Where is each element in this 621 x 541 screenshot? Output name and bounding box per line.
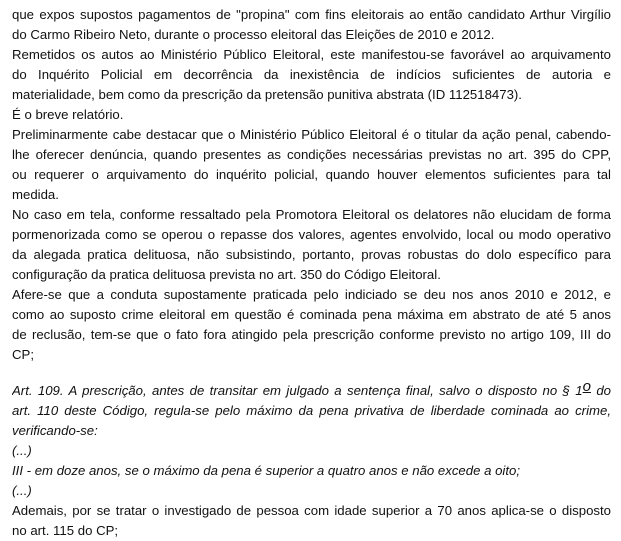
paragraph-intro xyxy=(12,5,611,45)
quote-text: Art. 109. A prescrição, antes de transitar em julgado a sentença final, salvo o disposto no § 1 xyxy=(12,383,583,398)
text-line: lhe oferecer denúncia, quando presentes as condições necessárias previstas no art. 395 do CPP, xyxy=(12,147,611,162)
text-line: Ademais, por se tratar o investigado de pessoa com idade superior a 70 anos aplica-se o disposto xyxy=(12,503,611,518)
text-line: medida. xyxy=(12,187,59,202)
paragraph-relatorio xyxy=(12,105,611,125)
text-line: Afere-se que a conduta supostamente praticada pelo indiciado se deu nos anos 2010 e 2012, e xyxy=(12,287,611,302)
legal-quote xyxy=(12,381,611,501)
superscript-ordinal: o xyxy=(582,381,591,395)
quote-line xyxy=(12,381,611,401)
paragraph-remetidos xyxy=(12,45,611,105)
text-line: materialidade, bem como da prescrição da pretensão punitiva abstrata (ID 112518473). xyxy=(12,87,522,102)
quote-ellipsis: (...) xyxy=(12,483,32,498)
paragraph-gap xyxy=(12,365,611,381)
text-line: CP; xyxy=(12,347,34,362)
quote-line: III - em doze anos, se o máximo da pena é superior a quatro anos e não excede a oito; xyxy=(12,463,521,478)
paragraph-caso-em-tela xyxy=(12,205,611,285)
quote-text: do xyxy=(590,383,611,398)
text-line: É o breve relatório. xyxy=(12,107,124,122)
text-line: do Carmo Ribeiro Neto, durante o processo eleitoral das Eleições de 2010 e 2012. xyxy=(12,27,495,42)
text-line: ou requerer o arquivamento do inquérito policial, quando houver elementos suficientes para tal xyxy=(12,167,611,182)
text-line: como ao suposto crime eleitoral em questão é cominada pena máxima em abstrato de até 5 anos xyxy=(12,307,611,322)
paragraph-preliminarmente xyxy=(12,125,611,205)
text-line: No caso em tela, conforme ressaltado pela Promotora Eleitoral os delatores não elucidam de forma xyxy=(12,207,611,222)
text-line: pormenorizada como se operou o repasse dos valores, agentes envolvido, local ou modo operativo xyxy=(12,227,611,242)
text-line: do Inquérito Policial em decorrência da inexistência de indícios suficientes de autoria e xyxy=(12,67,611,82)
text-line: Remetidos os autos ao Ministério Público Eleitoral, este manifestou-se favorável ao arquivamento xyxy=(12,47,611,62)
text-line: de reclusão, tem-se que o fato fora atingido pela prescrição conforme previsto no artigo 109, III do xyxy=(12,327,611,342)
text-line: Preliminarmente cabe destacar que o Ministério Público Eleitoral é o titular da ação penal, cabendo- xyxy=(12,127,611,142)
text-line: que expos supostos pagamentos de "propina" com fins eleitorais ao então candidato Arthur Virgílio xyxy=(12,7,611,22)
paragraph-ademais xyxy=(12,501,611,541)
quote-ellipsis: (...) xyxy=(12,443,32,458)
text-line: da alegada pratica delituosa, não subsistindo, portanto, provas robustas do dolo específico para xyxy=(12,247,611,262)
quote-line: art. 110 deste Código, regula-se pelo máximo da pena privativa de liberdade cominada ao crime, xyxy=(12,403,611,418)
paragraph-afere-se xyxy=(12,285,611,365)
text-line: configuração da pratica delituosa prevista no art. 350 do Código Eleitoral. xyxy=(12,267,441,282)
quote-line: verificando-se: xyxy=(12,423,98,438)
text-line: no art. 115 do CP; xyxy=(12,523,119,538)
